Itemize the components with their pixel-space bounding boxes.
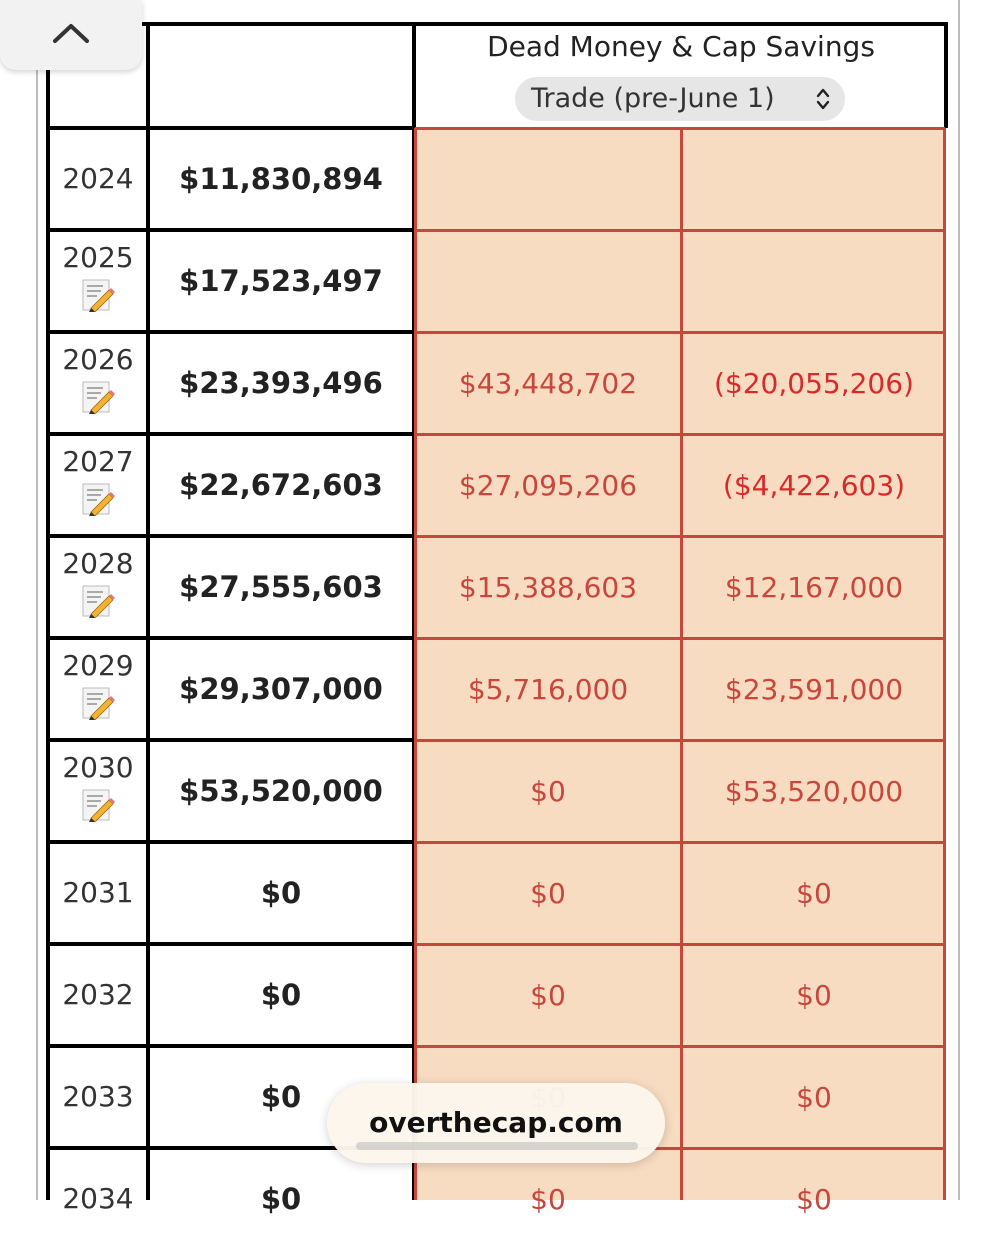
year-text: 2031: [62, 876, 134, 909]
year-text: 2034: [62, 1182, 134, 1215]
cap-savings-cell: [683, 232, 945, 330]
scenario-select-value: Trade (pre-June 1): [531, 83, 775, 114]
cap-number-cell: $53,520,000: [179, 774, 383, 808]
year-text: 2029: [62, 649, 134, 682]
year-cell: [50, 742, 146, 840]
year-cell: [50, 436, 146, 534]
year-text: 2025: [62, 241, 134, 274]
dead-money-cell: $0: [530, 774, 566, 808]
cap-number-cell: $11,830,894: [179, 162, 383, 196]
year-cell: [50, 844, 146, 942]
page-frame-left: [36, 0, 38, 1200]
cap-savings-cell: $0: [796, 1182, 832, 1216]
cap-number-cell: $29,307,000: [179, 672, 383, 706]
dead-money-cell: [416, 232, 680, 330]
cap-number-cell: $23,393,496: [179, 366, 383, 400]
dead-money-cell: $5,716,000: [467, 672, 629, 706]
dead-money-cell: [416, 130, 680, 228]
memo-pencil-icon[interactable]: [81, 482, 115, 516]
year-text: 2033: [62, 1080, 134, 1113]
memo-pencil-icon[interactable]: [81, 788, 115, 822]
year-text: 2024: [62, 162, 134, 195]
year-text: 2030: [62, 751, 134, 784]
cap-number-cell: $27,555,603: [179, 570, 383, 604]
memo-pencil-icon[interactable]: [81, 584, 115, 618]
cap-savings-cell: $0: [796, 876, 832, 910]
dead-money-cell: $0: [530, 1182, 566, 1216]
collapse-toolbar-button[interactable]: [0, 0, 142, 70]
cap-savings-cell: $53,520,000: [724, 774, 904, 808]
year-cell: [50, 538, 146, 636]
dead-money-cell: $0: [530, 876, 566, 910]
dead-money-cell: $15,388,603: [458, 570, 638, 604]
cap-number-cell: $22,672,603: [179, 468, 383, 502]
year-cell: [50, 1150, 146, 1248]
header-right-border: [944, 22, 948, 128]
dead-money-cell: $0: [530, 978, 566, 1012]
memo-pencil-icon[interactable]: [81, 380, 115, 414]
scenario-select[interactable]: [515, 77, 845, 121]
dead-money-cell: $43,448,702: [458, 366, 638, 400]
year-cell: [50, 1048, 146, 1146]
page-frame-right: [958, 0, 960, 1200]
year-text: 2027: [62, 445, 134, 478]
cut-off-heading: [525, 0, 549, 12]
cap-number-cell: $0: [260, 978, 302, 1012]
cap-number-cell: $0: [260, 1080, 302, 1114]
header-dead-money: Dead Money & Cap Savings: [487, 30, 875, 63]
year-cell: [50, 232, 146, 330]
cap-savings-cell: $0: [796, 978, 832, 1012]
cap-savings-cell: $0: [796, 1080, 832, 1114]
address-bar-url: overthecap.com: [369, 1106, 623, 1139]
year-cell: [50, 334, 146, 432]
year-text: 2026: [62, 343, 134, 376]
memo-pencil-icon[interactable]: [81, 278, 115, 312]
updown-chevron-icon: [815, 85, 831, 113]
cap-savings-cell: ($20,055,206): [714, 366, 914, 400]
cap-number-cell: $0: [260, 1182, 302, 1216]
year-text: 2028: [62, 547, 134, 580]
dead-money-cell: $27,095,206: [458, 468, 638, 502]
header-top-border: [46, 22, 948, 26]
address-bar[interactable]: [327, 1083, 665, 1163]
year-cell: [50, 130, 146, 228]
chevron-up-icon: [52, 22, 90, 44]
cap-savings-cell: [683, 130, 945, 228]
cap-savings-cell: $23,591,000: [724, 672, 904, 706]
year-cell: [50, 640, 146, 738]
home-indicator: [356, 1142, 638, 1150]
year-text: 2032: [62, 978, 134, 1011]
cap-savings-cell: ($4,422,603): [722, 468, 906, 502]
cap-savings-cell: $12,167,000: [724, 570, 904, 604]
memo-pencil-icon[interactable]: [81, 686, 115, 720]
cap-number-cell: $17,523,497: [179, 264, 383, 298]
cap-number-cell: $0: [260, 876, 302, 910]
year-cell: [50, 946, 146, 1044]
